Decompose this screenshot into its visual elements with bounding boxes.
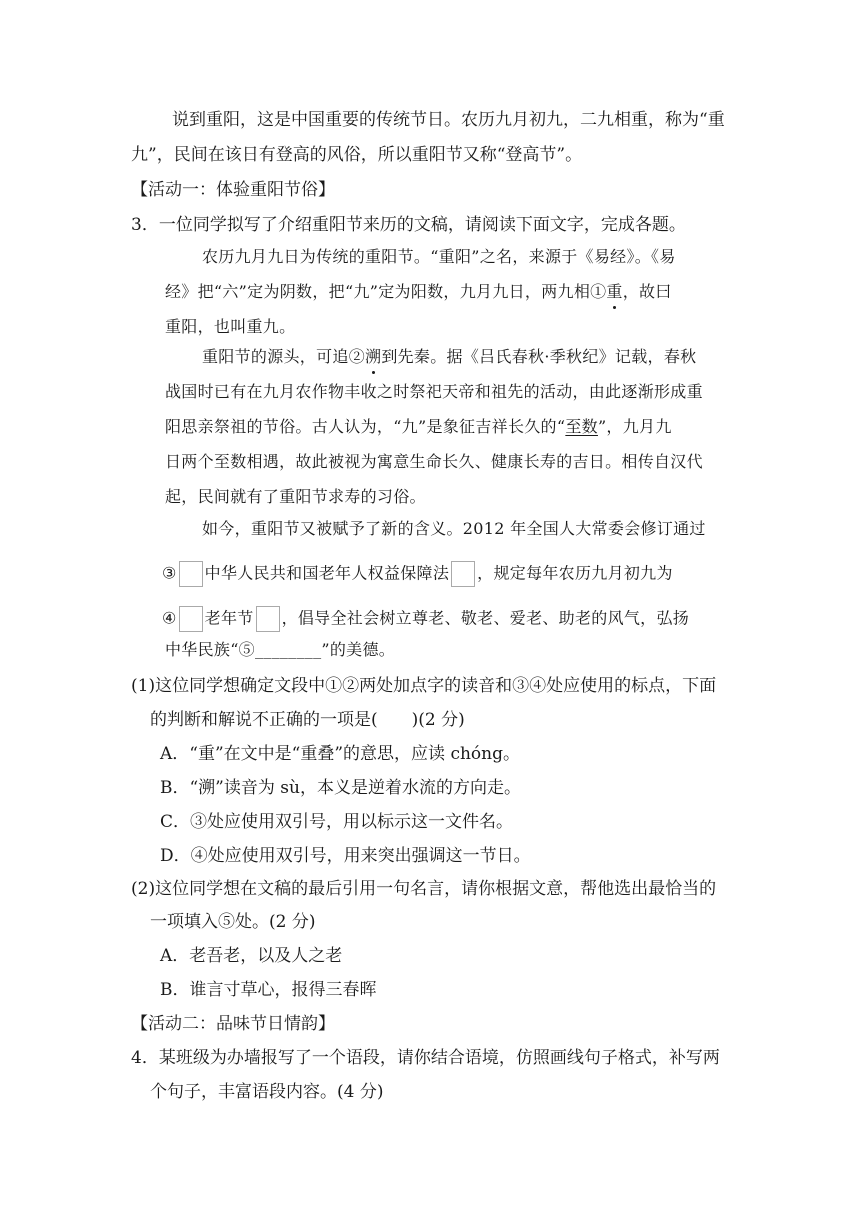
- passage-text: ，故曰: [622, 282, 672, 301]
- passage-text: 重阳节的源头，可追②: [202, 347, 366, 366]
- passage-p1-line-3: 重阳，也叫重九。: [165, 317, 296, 336]
- option-a[interactable]: A．“重”在文中是“重叠”的意思，应读 chóng。: [160, 744, 520, 764]
- question-3-2-line-2: 一项填入⑤处。(2 分): [150, 912, 316, 932]
- marker-3: ③: [162, 563, 177, 583]
- passage-p3-line-1: 如今，重阳节又被赋予了新的含义。2012 年全国人大常委会修订通过: [202, 519, 706, 538]
- passage-p1-line-2: [165, 280, 672, 304]
- question-4-line-2: 个句子，丰富语段内容。(4 分): [150, 1082, 384, 1102]
- passage-p3-line-4: 中华民族“⑤________”的美德。: [165, 640, 396, 659]
- dotted-char-zhong: 重: [606, 280, 622, 304]
- passage-text: ，倡导全社会树立尊老、敬老、爱老、助老的风气，弘扬: [281, 608, 690, 628]
- passage-text: 到先秦。据《吕氏春秋·季秋纪》记载，春秋: [381, 347, 697, 366]
- punctuation-blank-box[interactable]: [256, 606, 280, 632]
- passage-text: 经》把“六”定为阴数，把“九”定为阳数，九月九日，两九相①: [165, 282, 607, 301]
- passage-p2-line-4: 日两个至数相遇，故此被视为寓意生命长久、健康长寿的吉日。相传自汉代: [165, 452, 703, 471]
- passage-text: 老年节: [204, 608, 254, 628]
- intro-line-2: 九”，民间在该日有登高的风俗，所以重阳节又称“登高节”。: [131, 145, 583, 165]
- passage-text: 阳思亲祭祖的节俗。古人认为，“九”是象征吉祥长久的“: [165, 417, 566, 436]
- passage-text: 中华人民共和国老年人权益保障法: [204, 563, 450, 583]
- passage-p3-line-3: [162, 606, 689, 632]
- dotted-char-su: 溯: [365, 345, 381, 369]
- option-c[interactable]: C．③处应使用双引号，用以标示这一文件名。: [160, 812, 514, 832]
- activity-2-heading: 【活动二：品味节日情韵】: [131, 1014, 335, 1034]
- activity-1-heading: 【活动一：体验重阳节俗】: [131, 180, 335, 200]
- option-d[interactable]: D．④处应使用双引号，用来突出强调这一节日。: [160, 846, 531, 866]
- punctuation-blank-box[interactable]: [179, 606, 203, 632]
- passage-p1-line-1: 农历九月九日为传统的重阳节。“重阳”之名，来源于《易经》。《易: [202, 247, 676, 266]
- passage-text: ，规定每年农历九月初九为: [477, 563, 673, 583]
- passage-p3-line-2: [162, 561, 673, 587]
- punctuation-blank-box[interactable]: [451, 561, 475, 587]
- question-4-line-1: 4．某班级为办墙报写了一个语段，请你结合语境，仿照画线句子格式，补写两: [131, 1048, 720, 1068]
- question-3-stem: 3．一位同学拟写了介绍重阳节来历的文稿，请阅读下面文字，完成各题。: [131, 215, 686, 235]
- passage-p2-line-2: 战国时已有在九月农作物丰收之时祭祀天帝和祖先的活动，由此逐渐形成重: [165, 382, 703, 401]
- option-b[interactable]: B．“溯”读音为 sù，本义是逆着水流的方向走。: [160, 778, 521, 798]
- question-3-1-line-2: 的判断和解说不正确的一项是( )(2 分): [150, 710, 465, 730]
- punctuation-blank-box[interactable]: [179, 561, 203, 587]
- intro-line-1: 说到重阳，这是中国重要的传统节日。农历九月初九，二九相重，称为“重: [172, 110, 725, 130]
- marker-4: ④: [162, 608, 177, 628]
- underlined-term-zhishu: 至数: [565, 417, 598, 436]
- option-b[interactable]: B．谁言寸草心，报得三春晖: [160, 980, 377, 1000]
- passage-p2-line-1: [202, 345, 696, 369]
- option-a[interactable]: A．老吾老，以及人之老: [160, 946, 343, 966]
- passage-p2-line-3: [165, 415, 672, 439]
- passage-text: ”，九月九: [597, 417, 672, 436]
- passage-p2-line-5: 起，民间就有了重阳节求寿的习俗。: [165, 487, 426, 506]
- question-3-1-line-1: (1)这位同学想确定文段中①②两处加点字的读音和③④处应使用的标点，下面: [131, 676, 717, 696]
- question-3-2-line-1: (2)这位同学想在文稿的最后引用一句名言，请你根据文意，帮他选出最恰当的: [131, 879, 717, 899]
